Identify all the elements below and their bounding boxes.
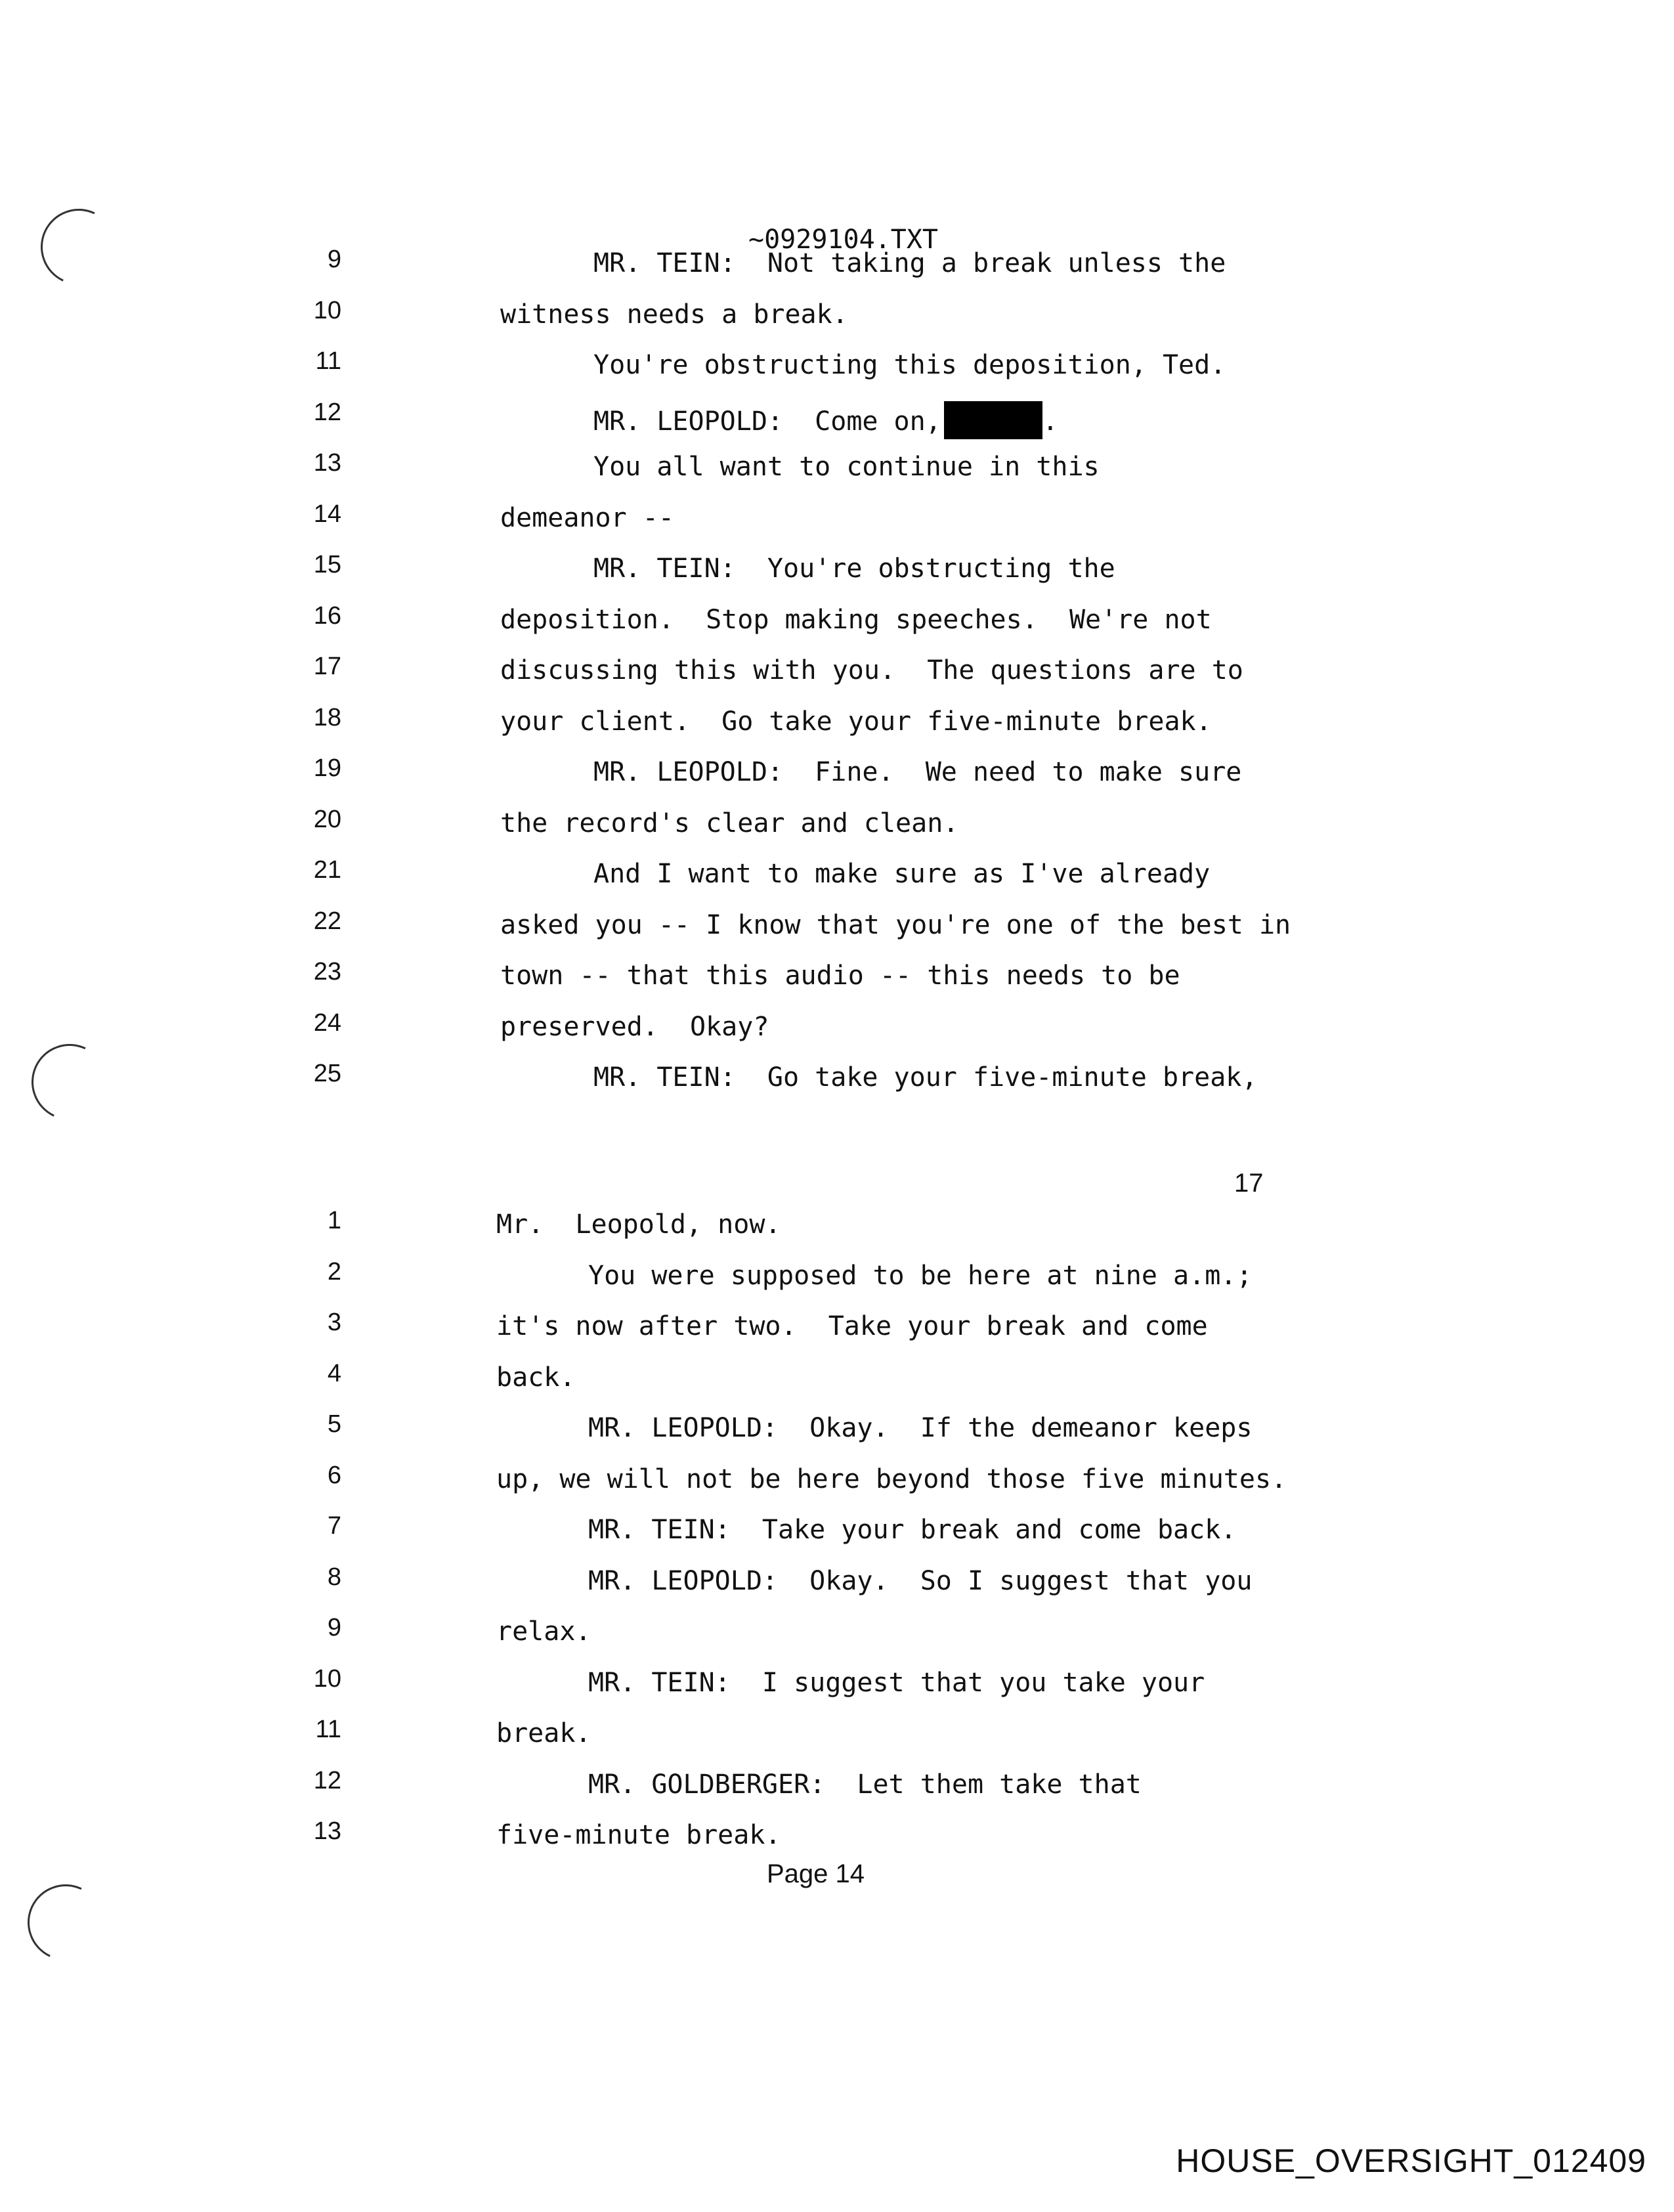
transcript-line [588,1566,1252,1596]
transcript-line-text: your client. Go take your five-minute break. [500,706,1212,737]
transcript-line [588,1261,1252,1291]
transcript-line-text: town -- that this audio -- this needs to be [500,961,1180,991]
line-number: 14 [313,500,341,528]
line-number: 8 [327,1563,341,1591]
line-number: 25 [313,1060,341,1087]
line-number: 22 [313,907,341,935]
transcript-line [593,553,1115,584]
line-number: 9 [327,1614,341,1641]
transcript-line-text: back. [496,1362,576,1393]
transcript-line [500,808,958,838]
punch-hole-mark-bottom [17,1874,115,1972]
transcript-line-text: You're obstructing this deposition, Ted. [593,350,1226,380]
transcript-line-text: MR. TEIN: Take your break and come back. [588,1515,1237,1545]
line-number: 3 [327,1309,341,1336]
transcript-line [500,961,1180,991]
transcript-line [593,401,1058,439]
line-number: 12 [313,1766,341,1794]
line-number: 10 [313,296,341,324]
transcript-line-text: demeanor -- [500,502,674,533]
document-header-filename: ~0929104.TXT [748,225,938,255]
transcript-line-text: Mr. Leopold, now. [496,1209,781,1240]
line-number: 5 [327,1410,341,1438]
line-number: 19 [313,754,341,782]
transcript-line-text: it's now after two. Take your break and come [496,1311,1208,1341]
line-number: 7 [327,1512,341,1540]
transcript-line [593,452,1100,482]
line-number: 6 [327,1461,341,1489]
redaction-block [944,401,1042,439]
transcript-line-text: relax. [496,1616,591,1647]
punch-hole-mark-top [30,198,128,296]
transcript-line [496,1209,781,1240]
transcript-line-text: MR. TEIN: Not taking a break unless the [593,248,1226,278]
line-number: 2 [327,1257,341,1286]
transcript-line-text: break. [496,1718,591,1748]
transcript-line-text: witness needs a break. [500,299,848,330]
transcript-line [593,1062,1257,1093]
transcript-line-text: MR. GOLDBERGER: Let them take that [588,1769,1142,1800]
transcript-line [500,1012,769,1042]
transcript-line [588,1515,1236,1545]
transcript-line [500,706,1212,737]
line-number: 9 [327,246,341,273]
transcript-line [496,1718,591,1748]
transcript-line-text: MR. TEIN: I suggest that you take your [588,1667,1205,1698]
redaction-trailing-period: . [1042,406,1058,437]
transcript-line-text: MR. TEIN: Go take your five-minute break, [593,1062,1258,1093]
transcript-line [593,248,1226,278]
line-number: 10 [313,1664,341,1693]
line-number: 1 [327,1207,341,1234]
transcript-line [496,1464,1287,1494]
transcript-line-text: up, we will not be here beyond those five minutes. [496,1464,1287,1494]
transcript-line [496,1616,591,1647]
transcript-line [500,299,848,330]
transcript-line-text: the record's clear and clean. [500,808,959,838]
transcript-line-text: And I want to make sure as I've already [593,859,1211,889]
transcript-line-text: You were supposed to be here at nine a.m.; [588,1260,1253,1291]
transcript-line-text: preserved. Okay? [500,1011,769,1042]
line-number: 11 [315,1716,341,1743]
line-number: 4 [327,1359,341,1387]
line-number: 17 [313,653,341,680]
transcript-line [593,859,1210,889]
transcript-line-text: MR. LEOPOLD: Okay. So I suggest that you [588,1565,1253,1596]
transcript-line [496,1311,1208,1341]
transcript-line-text: You all want to continue in this [593,452,1100,482]
line-number: 13 [313,1817,341,1845]
line-number: 20 [313,805,341,833]
transcript-line [496,1820,781,1850]
line-number: 18 [313,703,341,731]
transcript-page-number: 17 [1234,1169,1264,1198]
line-number: 13 [313,449,341,477]
line-number: 11 [315,347,341,375]
transcript-line-text: MR. LEOPOLD: Okay. If the demeanor keeps [588,1413,1253,1443]
line-number: 16 [313,601,341,630]
transcript-line-text: five-minute break. [496,1820,781,1850]
transcript-line-text: MR. LEOPOLD: Come on, [593,406,941,437]
punch-hole-mark-middle [21,1033,119,1131]
transcript-line-text: discussing this with you. The questions are to [500,655,1243,685]
page-footer-label: Page 14 [767,1859,865,1888]
transcript-line [593,757,1241,787]
transcript-line [496,1362,575,1393]
transcript-line-text: MR. LEOPOLD: Fine. We need to make sure [593,757,1242,787]
transcript-line [588,1769,1142,1800]
line-number: 24 [313,1008,341,1037]
line-number: 12 [313,398,341,426]
transcript-line-text: asked you -- I know that you're one of the best in [500,909,1291,940]
transcript-line [593,350,1226,380]
transcript-line [588,1413,1252,1443]
transcript-line-text: deposition. Stop making speeches. We're not [500,604,1212,635]
transcript-line [500,655,1243,685]
transcript-line-text: MR. TEIN: You're obstructing the [593,553,1115,584]
transcript-line [588,1668,1205,1698]
transcript-line [500,605,1212,635]
transcript-line [500,503,674,533]
line-number: 21 [313,856,341,884]
line-number: 23 [313,958,341,986]
transcript-line [500,910,1291,940]
line-number: 15 [313,551,341,578]
bates-number: HOUSE_OVERSIGHT_012409 [1176,2142,1646,2179]
